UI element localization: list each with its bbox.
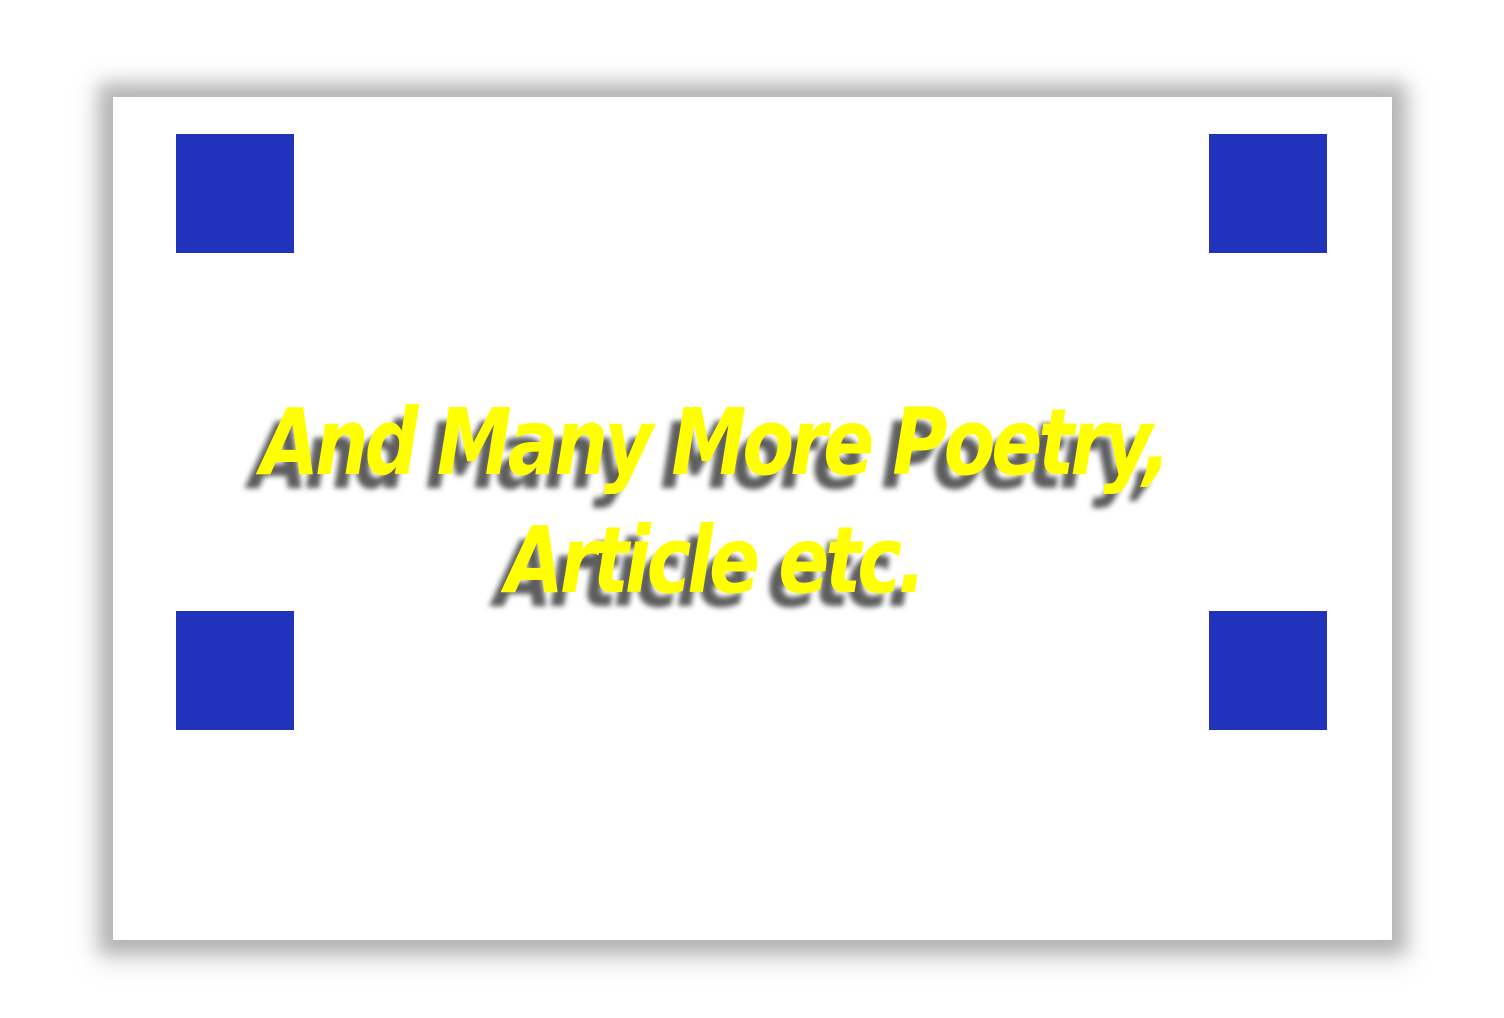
corner-square-top-right xyxy=(1209,134,1327,253)
corner-square-bottom-left xyxy=(176,611,294,730)
corner-square-top-left xyxy=(176,134,294,253)
headline-line-1: And Many More Poetry, xyxy=(260,389,1168,496)
headline-line-2: Article etc. xyxy=(505,507,923,614)
corner-square-bottom-right xyxy=(1209,611,1327,730)
slide-headline xyxy=(161,384,1266,620)
